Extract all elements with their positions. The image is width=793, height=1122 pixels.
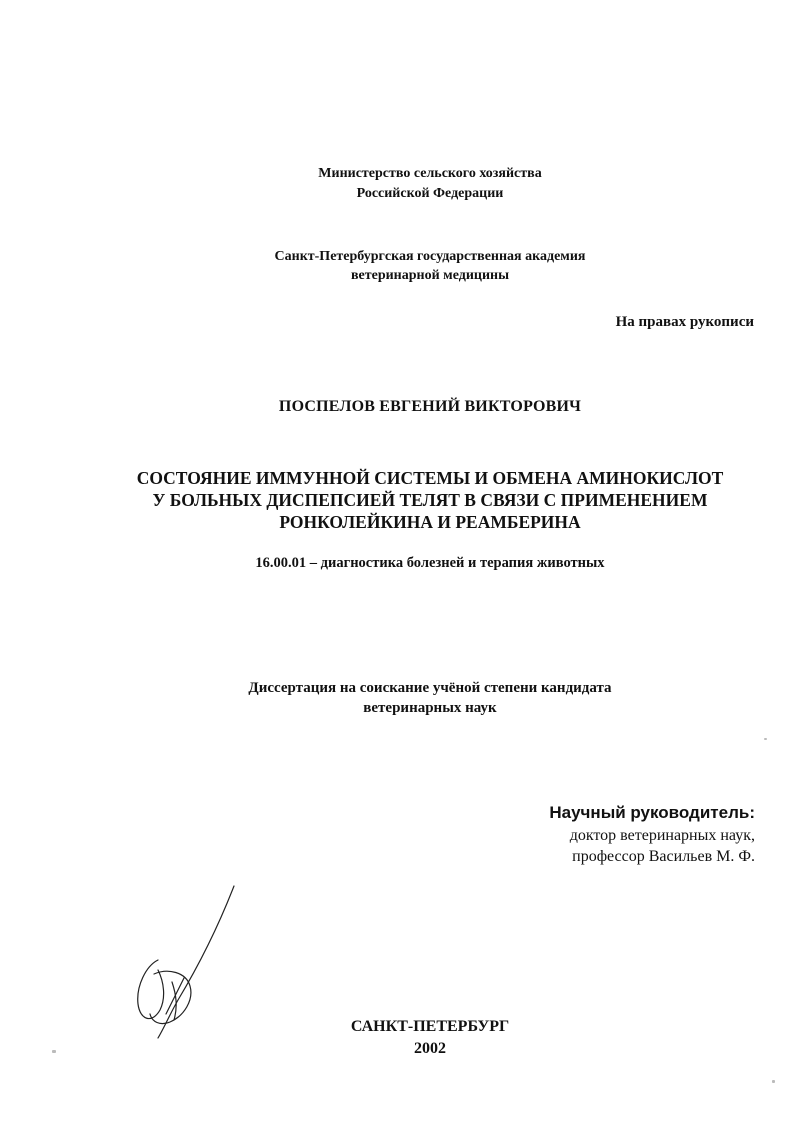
ministry-line-2: Российской Федерации — [356, 186, 504, 201]
publication-place-year — [280, 1016, 580, 1060]
dissertation-degree — [150, 678, 710, 718]
degree-line-2: ветеринарных наук — [363, 700, 497, 716]
supervisor-heading: Научный руководитель: — [549, 803, 755, 822]
specialty-code: 16.00.01 – диагностика болезней и терапия животных — [255, 555, 605, 571]
academy-line-1: Санкт-Петербургская государственная академия — [274, 249, 586, 264]
scan-speck — [764, 738, 767, 740]
degree-line-1: Диссертация на соискание учёной степени кандидата — [248, 680, 612, 696]
manuscript-note: На правах рукописи — [615, 314, 754, 330]
author-name: ПОСПЕЛОВ ЕВГЕНИЙ ВИКТОРОВИЧ — [278, 398, 582, 415]
year: 2002 — [414, 1040, 446, 1057]
supervisor-name: профессор Васильев М. Ф. — [572, 848, 755, 865]
title-line-2: У БОЛЬНЫХ ДИСПЕПСИЕЙ ТЕЛЯТ В СВЯЗИ С ПРИМЕНЕНИЕМ — [152, 490, 708, 510]
scan-speck — [772, 1080, 775, 1083]
handwritten-signature — [128, 882, 248, 1042]
dissertation-title — [100, 467, 760, 533]
title-line-1: СОСТОЯНИЕ ИММУННОЙ СИСТЕМЫ И ОБМЕНА АМИНОКИСЛОТ — [136, 468, 724, 488]
academy-header — [200, 247, 660, 285]
academy-line-2: ветеринарной медицины — [350, 268, 510, 283]
scan-speck — [52, 1050, 56, 1053]
title-line-3: РОНКОЛЕЙКИНА И РЕАМБЕРИНА — [279, 512, 581, 532]
supervisor-degree: доктор ветеринарных наук, — [569, 827, 755, 844]
supervisor-block — [460, 801, 755, 867]
ministry-header — [230, 164, 630, 204]
ministry-line-1: Министерство сельского хозяйства — [318, 166, 542, 181]
city-name: САНКТ-ПЕТЕРБУРГ — [350, 1018, 510, 1035]
